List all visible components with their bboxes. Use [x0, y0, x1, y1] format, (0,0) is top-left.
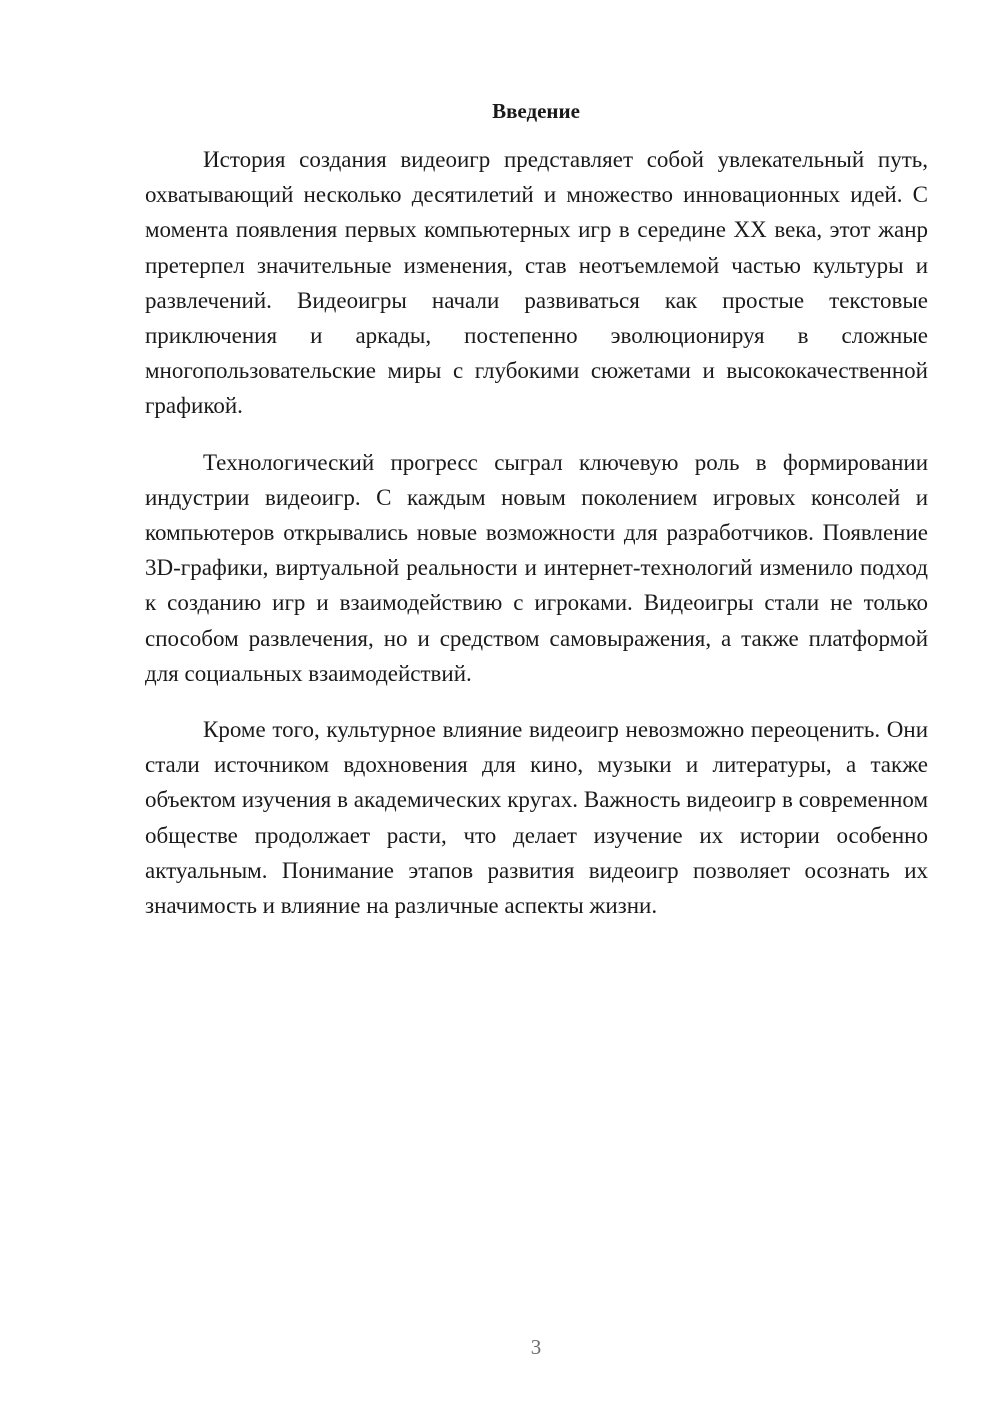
page-number: 3 [530, 1335, 542, 1359]
paragraph-2: Технологический прогресс сыграл ключевую роль в формировании индустрии видеоигр. С каждым новым поколением игровых консолей и компьютеров открывались новые возможности для разработчиков. Появление 3D-графики, виртуальной реальности и интернет-технологий изменило подход к созданию игр и взаимодействию с игроками. Видеоигры стали не только способом развлечения, но и средством самовыражения, а также платформой для социальных взаимодействий. [145, 449, 928, 686]
paragraph-1: История создания видеоигр представляет собой увлекательный путь, охватывающий несколько десятилетий и множество инновационных идей. С момента появления первых компьютерных игр в середине XX века, этот жанр претерпел значительные изменения, став неотъемлемой частью культуры и развлечений. Видеоигры начали развиваться как простые текстовые приключения и аркады, постепенно эволюционируя в сложные многопользовательские миры с глубокими сюжетами и высококачественной графикой. [145, 147, 928, 419]
paragraph-3: Кроме того, культурное влияние видеоигр невозможно переоценить. Они стали источником вдохновения для кино, музыки и литературы, а также объектом изучения в академических кругах. Важность видеоигр в современном обществе продолжает расти, что делает изучение их истории особенно актуальным. Понимание этапов развития видеоигр позволяет осознать их значимость и влияние на различные аспекты жизни. [145, 717, 928, 919]
document-body [145, 142, 928, 944]
document-title: Введение [492, 99, 580, 123]
